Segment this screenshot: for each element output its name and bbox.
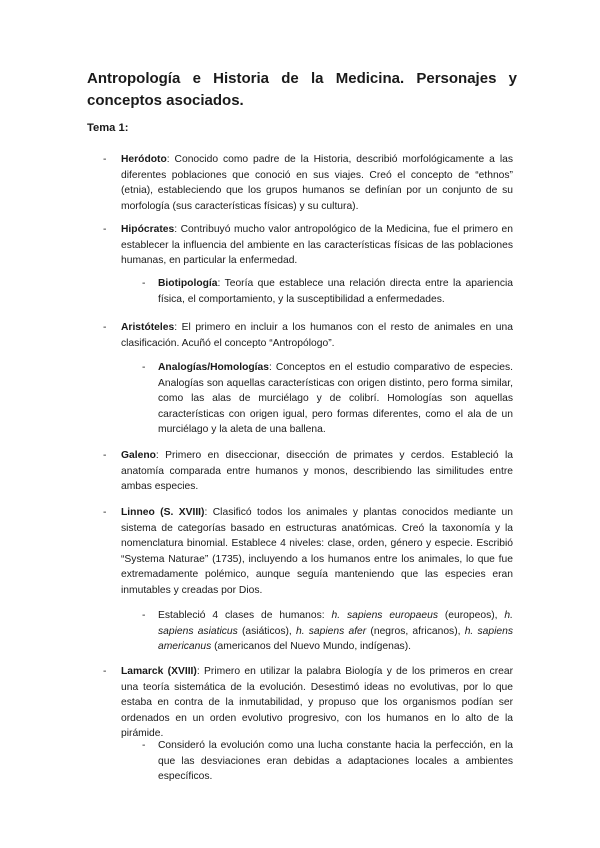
term-aristoteles: Aristóteles bbox=[121, 322, 175, 333]
species-afer: h. sapiens afer bbox=[295, 625, 367, 637]
desc-galeno: : Primero en diseccionar, disección de primates y cerdos. Estableció la anatomía comparada entre humanos y monos, describiendo las similitudes entre ambas especies. bbox=[121, 450, 513, 492]
species-americanus: h. sapiens americanus bbox=[158, 625, 513, 652]
desc-aristoteles: : El primero en incluir a los humanos con el resto de animales en una clasificación. Acuñó el concepto “Antropólogo”. bbox=[121, 322, 513, 349]
bullet-dash: - bbox=[142, 362, 146, 373]
list-item-biotipologia bbox=[158, 276, 513, 307]
document-title: Antropología e Historia de la Medicina. Personajes y conceptos asociados. bbox=[87, 70, 517, 109]
bullet-dash: - bbox=[103, 224, 107, 235]
bullet-dash: - bbox=[142, 740, 146, 751]
term-lamarck: Lamarck (XVIII) bbox=[121, 666, 197, 677]
list-item-herodoto bbox=[121, 152, 513, 214]
clases-text-5: (americanos del Nuevo Mundo, indígenas). bbox=[211, 641, 411, 652]
term-galeno: Galeno bbox=[121, 450, 156, 461]
desc-lamarck: : Primero en utilizar la palabra Biología y de los primeros en crear una teoría sistemática de la evolución. Desestimó ideas no evolutivas, por lo que estaba en contra de la inmutabilidad, y propuso que los organismos podían ser ordenados en un orden evolutivo progresivo, con los humanos en lo alto de la pirámide. bbox=[121, 666, 513, 739]
list-item-hipocrates bbox=[121, 222, 513, 269]
clases-text-2: (europeos), bbox=[437, 610, 505, 621]
clases-text-3: (asiáticos), bbox=[237, 625, 296, 637]
bullet-dash: - bbox=[103, 666, 107, 677]
list-item-lamarck bbox=[121, 664, 513, 742]
list-item-analogias bbox=[158, 360, 513, 438]
list-item-galeno bbox=[121, 448, 513, 495]
list-item-clases bbox=[158, 608, 513, 655]
list-item-evolucion bbox=[158, 738, 513, 785]
desc-herodoto: : Conocido como padre de la Historia, describió morfológicamente a las diferentes poblaciones que conoció en sus viajes. Creó el concepto de “ethnos” (etnia), estableciendo que los grupos humanos se definían por un conjunto de su morfología (sus características físicas) y su cultura). bbox=[121, 154, 513, 212]
desc-biotipologia: : Teoría que establece una relación directa entre la apariencia física, el comportamiento, y la susceptibilidad a enfermedades. bbox=[158, 278, 513, 305]
term-biotipologia: Biotipología bbox=[158, 278, 218, 289]
species-europaeus: h. sapiens europaeus bbox=[331, 610, 438, 621]
term-herodoto: Heródoto bbox=[121, 154, 167, 165]
desc-hipocrates: : Contribuyó mucho valor antropológico de la Medicina, fue el primero en establecer la influencia del ambiente en las características físicas de las poblaciones humanas, en particular la enfermedad. bbox=[121, 224, 513, 266]
term-analogias: Analogías/Homologías bbox=[158, 362, 269, 373]
list-item-linneo bbox=[121, 505, 513, 598]
bullet-dash: - bbox=[103, 154, 107, 165]
clases-text-4: (negros, africanos), bbox=[366, 625, 465, 637]
bullet-dash: - bbox=[103, 507, 107, 518]
desc-linneo: : Clasificó todos los animales y plantas conocidos mediante un sistema de categorías basado en estructuras anatómicas. Creó la taxonomía y la nomenclatura binomial. Establece 4 niveles: clase, orden, género y especie. Escribió “Systema Naturae” (1735), incluyendo a los humanos entre los animales, lo que fue extremadamente polémico, aunque seguía manteniendo que las especies eran inmutables y creadas por Dios. bbox=[121, 507, 513, 596]
list-item-aristoteles bbox=[121, 320, 513, 351]
term-hipocrates: Hipócrates bbox=[121, 224, 175, 235]
desc-analogias: : Conceptos en el estudio comparativo de especies. Analogías son aquellas características con origen distinto, pero forma similar, como las alas de murciélago y de colibrí. Homologías son aquellas características con origen igual, pero formas diferentes, como el ala de un murciélago y la aleta de una ballena. bbox=[158, 362, 513, 435]
desc-evolucion: Consideró la evolución como una lucha constante hacia la perfección, en la que las desviaciones eran debidas a adaptaciones locales a ambientes específicos. bbox=[158, 740, 513, 782]
term-linneo: Linneo (S. XVIII) bbox=[121, 507, 205, 518]
section-heading: Tema 1: bbox=[87, 122, 129, 134]
clases-text-1: Estableció 4 clases de humanos: bbox=[158, 610, 332, 621]
bullet-dash: - bbox=[142, 610, 146, 621]
bullet-dash: - bbox=[103, 450, 107, 461]
bullet-dash: - bbox=[142, 278, 146, 289]
bullet-dash: - bbox=[103, 322, 107, 333]
species-asiaticus: h. sapiens asiaticus bbox=[158, 610, 513, 637]
